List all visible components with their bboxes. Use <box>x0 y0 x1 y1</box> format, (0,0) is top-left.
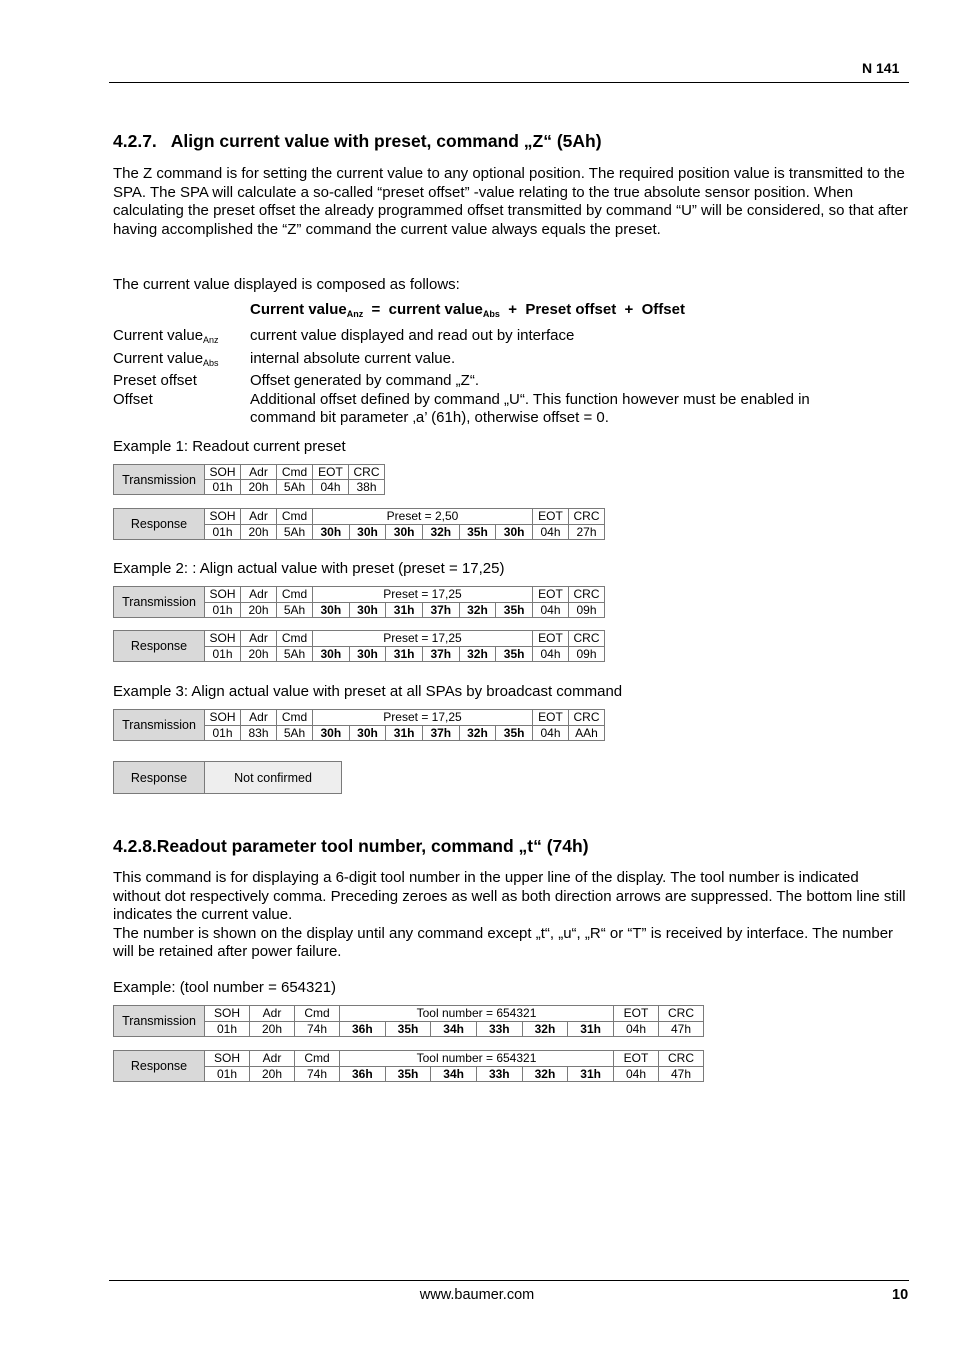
section-428-title: Readout parameter tool number, command „t“ (74h) <box>156 836 589 856</box>
value-cell: 5Ah <box>277 524 313 540</box>
value-cell: 31h <box>386 725 423 741</box>
value-cell: 83h <box>241 725 277 741</box>
value-cell: 04h <box>313 480 349 495</box>
value-cell: 31h <box>386 646 423 662</box>
header-rule <box>109 82 909 83</box>
header-cell: Cmd <box>295 1051 340 1067</box>
document-code: N 141 <box>862 60 900 76</box>
value-cell: 01h <box>205 1066 250 1082</box>
value-cell: 01h <box>205 1021 250 1037</box>
value-cell: 37h <box>422 602 459 618</box>
header-cell: SOH <box>205 710 241 726</box>
definition-row <box>113 372 860 391</box>
example2-response-table <box>113 630 605 662</box>
row-label: Transmission <box>114 710 205 741</box>
example2-label: Example 2: : Align actual value with preset (preset = 17,25) <box>113 560 505 577</box>
value-cell: 36h <box>340 1066 386 1082</box>
value-cell: 33h <box>476 1021 522 1037</box>
value-cell: 30h <box>313 725 350 741</box>
section-428-heading <box>113 836 589 857</box>
definition-desc: Offset generated by command „Z“. <box>250 372 479 389</box>
value-cell: 20h <box>241 646 277 662</box>
value-cell: 35h <box>496 646 533 662</box>
term-sub: Anz <box>203 335 219 345</box>
formula-cv: Current value <box>250 301 347 318</box>
value-cell: 34h <box>431 1066 477 1082</box>
section-428-text-1: This command is for displaying a 6-digit tool number in the upper line of the display. The tool number is indicated without dot respectively comma. Preceding zeroes as well as both direction arrows are suppressed. The bottom line still indicates the current value. <box>113 869 906 923</box>
composed-intro-text: The current value displayed is composed as follows: <box>113 276 460 293</box>
value-cell: 01h <box>205 524 241 540</box>
value-cell: 31h <box>568 1021 614 1037</box>
term-text: Current value <box>113 349 204 367</box>
value-cell: 04h <box>614 1021 659 1037</box>
example2-transmission-table <box>113 586 605 618</box>
formula-abs: Abs <box>482 309 500 319</box>
group-header-cell: Preset = 17,25 <box>313 587 533 603</box>
value-cell: 37h <box>422 646 459 662</box>
value-cell: 20h <box>241 524 277 540</box>
header-cell: Adr <box>241 465 277 480</box>
group-header-cell: Preset = 2,50 <box>313 509 533 525</box>
value-cell: 36h <box>340 1021 386 1037</box>
tool-transmission-table <box>113 1005 704 1037</box>
row-label: Response <box>114 762 205 793</box>
formula <box>250 301 685 319</box>
header-cell: CRC <box>569 509 605 525</box>
value-cell: 04h <box>533 725 569 741</box>
formula-anz: Anz <box>346 309 364 319</box>
header-cell: SOH <box>205 631 241 647</box>
value-cell: 38h <box>349 480 385 495</box>
header-cell: CRC <box>659 1051 704 1067</box>
tool-example-label: Example: (tool number = 654321) <box>113 979 337 996</box>
value-cell: 31h <box>568 1066 614 1082</box>
value-cell: 47h <box>659 1021 704 1037</box>
section-428-number: 4.2.8. <box>113 836 157 856</box>
value-cell: 34h <box>431 1021 477 1037</box>
definition-term: Offset <box>113 390 153 408</box>
value-cell: 04h <box>533 602 569 618</box>
definition-term <box>113 327 250 350</box>
value-cell: 33h <box>476 1066 522 1082</box>
example1-response-table <box>113 508 605 540</box>
value-cell: 32h <box>459 602 496 618</box>
example3-label: Example 3: Align actual value with preset at all SPAs by broadcast command <box>113 683 623 700</box>
header-cell: Cmd <box>277 509 313 525</box>
header-cell: Cmd <box>277 631 313 647</box>
value-cell: 01h <box>205 480 241 495</box>
header-cell: EOT <box>533 631 569 647</box>
definition-row <box>113 327 860 350</box>
header-cell: EOT <box>533 509 569 525</box>
value-cell: AAh <box>569 725 605 741</box>
section-427-title: Align current value with preset, command „Z“ (5Ah) <box>170 131 602 151</box>
header-cell: Cmd <box>277 710 313 726</box>
definition-desc: Additional offset defined by command „U“. This function however must be enabled in command bit parameter ‚a’ (61h), otherwise offset = 0. <box>250 390 810 426</box>
header-cell: Adr <box>241 710 277 726</box>
value-cell: 37h <box>422 725 459 741</box>
row-label: Transmission <box>114 587 205 618</box>
header-cell: Cmd <box>277 587 313 603</box>
header-cell: Adr <box>241 631 277 647</box>
tool-response-table <box>113 1050 704 1082</box>
group-header-cell: Tool number = 654321 <box>340 1051 614 1067</box>
definitions-list <box>113 327 860 428</box>
value-cell: 32h <box>459 646 496 662</box>
value-cell: 30h <box>313 602 350 618</box>
value-cell: 04h <box>533 646 569 662</box>
value-cell: 30h <box>349 646 386 662</box>
value-cell: 27h <box>569 524 605 540</box>
group-header-cell: Tool number = 654321 <box>340 1006 614 1022</box>
value-cell: 35h <box>385 1021 431 1037</box>
value-cell: 5Ah <box>277 480 313 495</box>
value-cell: 04h <box>614 1066 659 1082</box>
value-cell: 5Ah <box>277 725 313 741</box>
group-header-cell: Preset = 17,25 <box>313 631 533 647</box>
example3-transmission-table <box>113 709 605 741</box>
value-cell: 32h <box>422 524 459 540</box>
header-cell: EOT <box>533 710 569 726</box>
section-427-heading <box>113 131 602 152</box>
value-cell: 30h <box>496 524 533 540</box>
value-cell: 74h <box>295 1021 340 1037</box>
header-cell: SOH <box>205 1051 250 1067</box>
footer-url[interactable]: www.baumer.com <box>419 1287 535 1303</box>
value-cell: 01h <box>205 602 241 618</box>
header-cell: Adr <box>250 1006 295 1022</box>
header-cell: Adr <box>241 587 277 603</box>
value-cell: 31h <box>386 602 423 618</box>
header-cell: CRC <box>349 465 385 480</box>
value-cell: 32h <box>522 1066 568 1082</box>
definition-term <box>113 350 250 373</box>
section-427-number: 4.2.7. <box>113 131 157 151</box>
definition-term: Preset offset <box>113 372 197 389</box>
row-label: Response <box>114 631 205 662</box>
value-cell: 30h <box>313 646 350 662</box>
value-cell: 09h <box>569 646 605 662</box>
term-sub: Abs <box>203 357 219 368</box>
header-cell: EOT <box>614 1006 659 1022</box>
example1-label: Example 1: Readout current preset <box>113 438 346 455</box>
formula-rest: + Preset offset + Offset <box>508 301 685 318</box>
header-cell: SOH <box>205 465 241 480</box>
value-cell: 04h <box>533 524 569 540</box>
section-428-text-2: The number is shown on the display until any command except „t“, „u“, „R“ or “T” is received by interface. The number will be retained after power failure. <box>113 924 894 960</box>
definition-row <box>113 391 860 428</box>
value-cell: 35h <box>496 725 533 741</box>
header-cell: SOH <box>205 587 241 603</box>
definition-desc: current value displayed and read out by interface <box>250 327 575 344</box>
value-cell: 30h <box>386 524 423 540</box>
value-cell: 20h <box>250 1021 295 1037</box>
row-label: Transmission <box>114 1006 205 1037</box>
definition-desc: internal absolute current value. <box>250 349 456 367</box>
value-cell: 30h <box>313 524 350 540</box>
value-cell: 47h <box>659 1066 704 1082</box>
header-cell: CRC <box>569 710 605 726</box>
value-cell: 20h <box>241 602 277 618</box>
footer-rule <box>109 1280 909 1281</box>
definition-row <box>113 350 860 373</box>
value-cell: 35h <box>385 1066 431 1082</box>
value-cell: 20h <box>241 480 277 495</box>
value-cell: 20h <box>250 1066 295 1082</box>
value-cell: 5Ah <box>277 602 313 618</box>
term-text: Current value <box>113 327 204 344</box>
row-label: Transmission <box>114 465 205 495</box>
header-cell: Cmd <box>277 465 313 480</box>
value-cell: 32h <box>459 725 496 741</box>
value-cell: 35h <box>496 602 533 618</box>
value-cell: 30h <box>349 524 386 540</box>
page-number: 10 <box>892 1287 909 1303</box>
header-cell: Adr <box>250 1051 295 1067</box>
formula-eq: = <box>371 301 381 318</box>
group-header-cell: Preset = 17,25 <box>313 710 533 726</box>
value-cell: 09h <box>569 602 605 618</box>
example1-transmission-table <box>113 464 385 495</box>
value-cell: 01h <box>205 725 241 741</box>
header-cell: CRC <box>659 1006 704 1022</box>
composed-intro <box>113 276 908 295</box>
header-cell: CRC <box>569 587 605 603</box>
section-427-paragraph <box>113 165 908 239</box>
header-cell: EOT <box>533 587 569 603</box>
row-label: Response <box>114 1051 205 1082</box>
header-cell: Adr <box>241 509 277 525</box>
value-cell: 30h <box>349 602 386 618</box>
header-cell: EOT <box>313 465 349 480</box>
header-cell: Cmd <box>295 1006 340 1022</box>
formula-cv2: current value <box>388 301 483 318</box>
header-cell: CRC <box>569 631 605 647</box>
header-cell: EOT <box>614 1051 659 1067</box>
value-cell: 35h <box>459 524 496 540</box>
header-cell: SOH <box>205 509 241 525</box>
section-427-text: The Z command is for setting the current value to any optional position. The required position value is transmitted to the SPA. The SPA will calculate a so-called “preset offset” -value relating to the true absolute sensor position. When calculating the preset offset the already programmed offset transmitted by command “U” will be considered, so that after having accomplished the “Z” command the current value always equals the preset. <box>113 165 908 238</box>
section-428-paragraph <box>113 869 908 962</box>
value-cell: 30h <box>349 725 386 741</box>
value-cell: 32h <box>522 1021 568 1037</box>
example3-response-box <box>113 761 342 794</box>
value-cell: 5Ah <box>277 646 313 662</box>
header-cell: SOH <box>205 1006 250 1022</box>
not-confirmed-value: Not confirmed <box>205 762 341 793</box>
row-label: Response <box>114 509 205 540</box>
value-cell: 74h <box>295 1066 340 1082</box>
value-cell: 01h <box>205 646 241 662</box>
